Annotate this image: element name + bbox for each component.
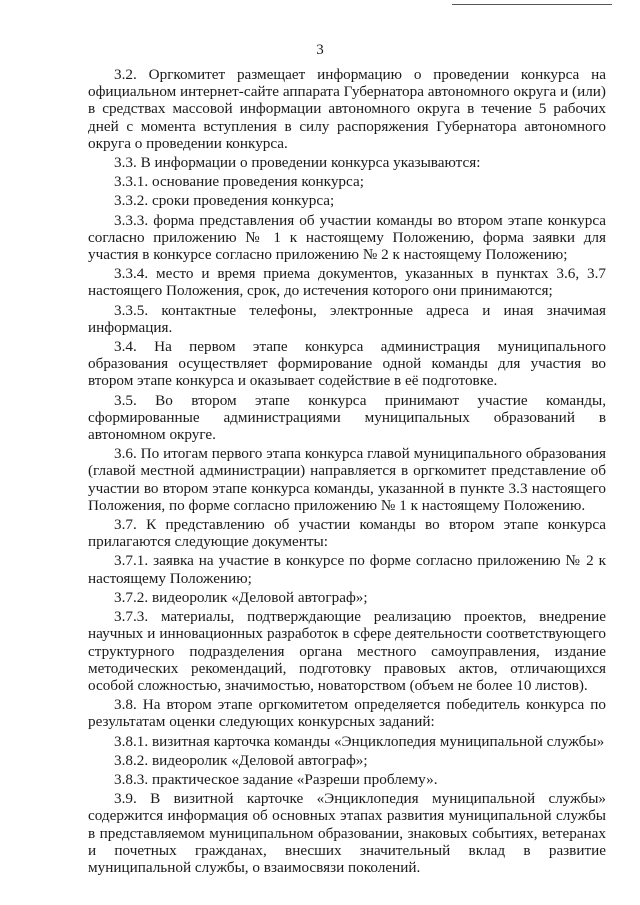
paragraph-3-7-3: 3.7.3. материалы, подтверждающие реализацию проектов, внедрение научных и инновационных разработок в сфере деятельности соответствующего структурного подразделения органа местного самоуправления, издание методических рекомендаций, подготовку правовых актов, отличающихся особой сложностью, значимостью, новаторством (объем не более 10 листов). xyxy=(88,608,606,694)
paragraph-3-5: 3.5. Во втором этапе конкурса принимают участие команды, сформированные администрациями муниципальных образований в автономном округе. xyxy=(88,391,606,444)
paragraph-3-3-1: 3.3.1. основание проведения конкурса; xyxy=(114,173,364,191)
paragraph-3-8-1: 3.8.1. визитная карточка команды «Энциклопедия муниципальной службы» xyxy=(114,732,605,750)
page-number: 3 xyxy=(316,42,324,58)
paragraph-3-3-5: 3.3.5. контактные телефоны, электронные адреса и иная значимая информация. xyxy=(88,301,606,336)
paragraph-3-7-1: 3.7.1. заявка на участие в конкурсе по форме согласно приложению № 2 к настоящему Положению; xyxy=(88,552,606,587)
paragraph-3-7: 3.7. К представлению об участии команды во втором этапе конкурса прилагаются следующие документы: xyxy=(88,516,606,551)
paragraph-3-8-3: 3.8.3. практическое задание «Разреши проблему». xyxy=(114,770,438,788)
paragraph-3-3-4: 3.3.4. место и время приема документов, указанных в пунктах 3.6, 3.7 настоящего Положения, срок, до истечения которого они принимаются; xyxy=(88,265,606,300)
paragraph-3-6: 3.6. По итогам первого этапа конкурса главой муниципального образования (главой местной администрации) направляется в оргкомитет представление об участии во втором этапе конкурса команды, указанной в пункте 3.3 настоящего Положения, по форме согласно приложению № 1 к настоящему Положению. xyxy=(88,445,606,514)
paragraph-3-3: 3.3. В информации о проведении конкурса указываются: xyxy=(114,154,481,172)
paragraph-3-3-3: 3.3.3. форма представления об участии команды во втором этапе конкурса согласно приложению № 1 к настоящему Положению, форма заявки для участия в конкурсе согласно приложению № 2 к настоящему Положению; xyxy=(88,211,606,264)
paragraph-3-2: 3.2. Оргкомитет размещает информацию о проведении конкурса на официальном интернет-сайте аппарата Губернатора автономного округа и (или) в средствах массовой информации автономного округа в течение 5 рабочих дней с момента вступления в силу распоряжения Губернатора автономного округа о проведении конкурса. xyxy=(88,66,606,152)
paragraph-3-7-2: 3.7.2. видеоролик «Деловой автограф»; xyxy=(114,588,368,606)
document-body xyxy=(88,66,606,876)
paragraph-3-4: 3.4. На первом этапе конкурса администрация муниципального образования осуществляет формирование одной команды для участия во втором этапе конкурса и оказывает содействие в её подготовке. xyxy=(88,338,606,390)
paragraph-3-8: 3.8. На втором этапе оргкомитетом определяется победитель конкурса по результатам оценки следующих конкурсных заданий: xyxy=(88,696,606,731)
top-rule xyxy=(452,4,612,5)
paragraph-3-9: 3.9. В визитной карточке «Энциклопедия муниципальной службы» содержится информация об основных этапах развития муниципальной службы в представляемом муниципальном образовании, знаковых событиях, ветеранах и почетных гражданах, внесших значительный вклад в развитие муниципальной службы, о взаимосвязи поколений. xyxy=(88,790,606,876)
paragraph-3-8-2: 3.8.2. видеоролик «Деловой автограф»; xyxy=(114,751,368,769)
paragraph-3-3-2: 3.3.2. сроки проведения конкурса; xyxy=(114,192,335,210)
